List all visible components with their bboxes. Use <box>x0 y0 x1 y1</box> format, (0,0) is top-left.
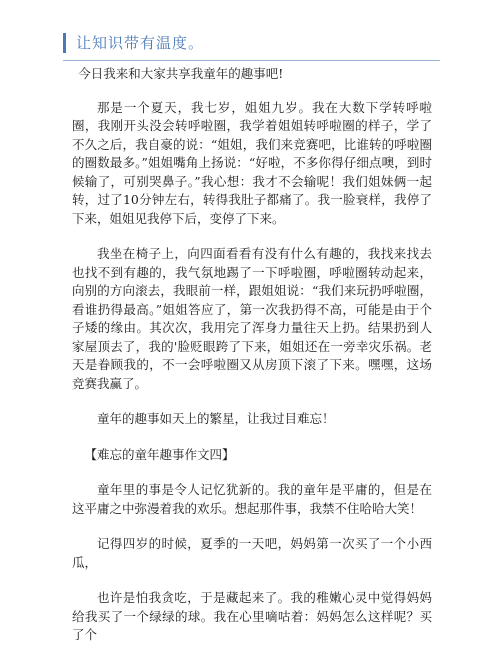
header-divider <box>63 60 440 61</box>
paragraph: 那是一个夏天，我七岁，姐姐九岁。我在大数下学转呼啦圈，我刚开头没会转呼啦圈，我学着姐姐转呼啦圈的样子，学了不久之后，我自豪的说：“姐姐，我们来竞赛吧，比谁转的呼啦圈的圈数最多。”姐姐嘴角上扬说：“好啦，不多你得仔细点噢，到时候输了，可别哭鼻子。”我心想：我才不会输呢！我们姐妹俩一起转，过了10分钟左右，转得我肚子都痛了。我一脸衰样，我停了下来，姐姐见我停下后，变停了下来。 <box>72 99 432 226</box>
paragraph: 我坐在椅子上，向四面看看有没有什么有趣的，我找来找去也找不到有趣的，我气氛地踢了一下呼啦圈，呼啦圈转动起来，向别的方向滚去，我眼前一样，跟姐姐说：“我们来玩扔呼啦圈，看谁扔得最高。”姐姐答应了，第一次我扔得不高，可能是由于个子矮的缘由。其次次，我用完了浑身力量往天上扔。结果扔到人家屋顶去了，我的'脸贬眼跨了下来，姐姐还在一旁幸灾乐祸。老天是眷顾我的，不一会呼啦圈又从房顶下滚了下来。嘿嘿，这场竞赛我赢了。 <box>72 246 432 391</box>
header-accent-bar <box>63 33 66 53</box>
paragraph: 记得四岁的时候，夏季的一天吧，妈妈第一次买了一个小西瓜， <box>72 536 432 570</box>
paragraph: 也许是怕我贪吃，于是藏起来了。我的稚嫩心灵中觉得妈妈给我买了一个绿绿的球。我在心里嘀咕着：妈妈怎么这样呢？买了个 <box>72 590 432 642</box>
article-body <box>72 65 432 662</box>
header-title: 让知识带有温度。 <box>76 34 205 52</box>
paragraph: 童年里的事是令人记忆犹新的。我的童年是平庸的，但是在这平庸之中弥漫着我的欢乐。想起那件事，我禁不住哈哈大笑！ <box>72 482 432 516</box>
intro-line: 今日我来和大家共享我童年的趣事吧! <box>78 66 284 81</box>
paragraph: 童年的趣事如天上的繁星，让我过目难忘！ <box>97 411 335 426</box>
section-heading: 【难忘的童年趣事作文四】 <box>84 446 235 462</box>
page-header <box>0 0 500 62</box>
